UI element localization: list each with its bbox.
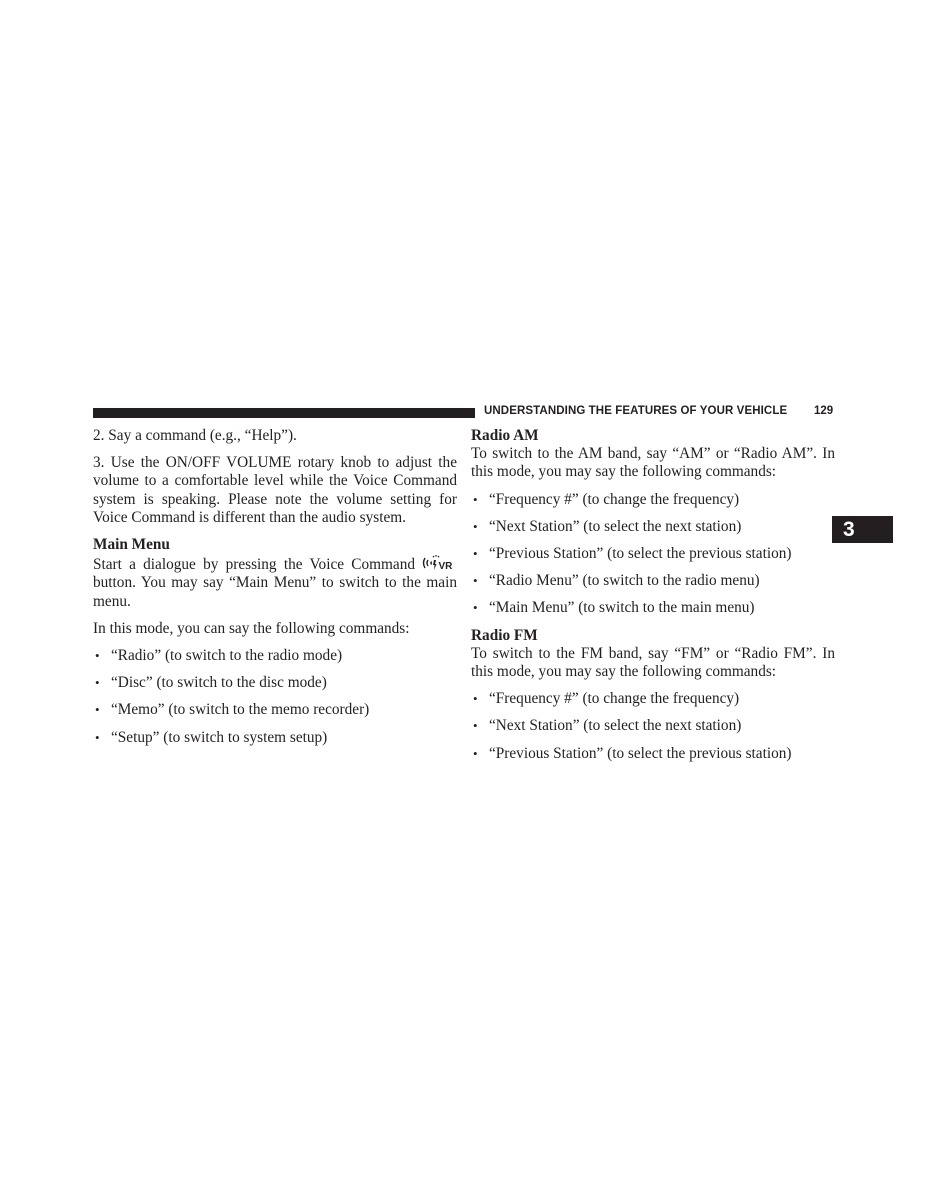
radio-fm-command-list: [471, 690, 835, 763]
list-item: • “Setup” (to switch to system setup): [95, 728, 328, 746]
step-2: 2. Say a command (e.g., “Help”).: [93, 427, 297, 444]
chapter-number: 3: [843, 518, 855, 541]
bullet-icon: •: [95, 675, 100, 691]
radio-fm-intro: To switch to the FM band, say “FM” or “Radio FM”. In this mode, you may say the following commands:: [471, 644, 835, 681]
section-title: UNDERSTANDING THE FEATURES OF YOUR VEHICLE: [484, 405, 788, 417]
list-item: • “Radio” (to switch to the radio mode): [95, 647, 343, 665]
bullet-icon: •: [473, 691, 478, 707]
main-menu-commands-intro: In this mode, you can say the following commands:: [93, 619, 410, 637]
list-item: • “Main Menu” (to switch to the main menu): [473, 599, 755, 617]
list-item: • “Previous Station” (to select the previous station): [473, 744, 792, 762]
list-item: • “Frequency #” (to change the frequency): [473, 690, 740, 708]
svg-text:VR: VR: [438, 561, 453, 573]
list-item: • “Disc” (to switch to the disc mode): [95, 674, 327, 692]
bullet-icon: •: [473, 573, 478, 589]
radio-fm-heading: Radio FM: [471, 626, 538, 644]
main-menu-command-list: [93, 647, 457, 747]
bullet-icon: •: [473, 718, 478, 734]
bullet-icon: •: [95, 729, 100, 745]
main-menu-intro-end: button. You may say “Main Menu” to switch to the main menu.: [93, 574, 457, 610]
bullet-icon: •: [473, 518, 478, 534]
list-item: • “Next Station” (to select the next station): [473, 717, 742, 735]
list-item: • “Memo” (to switch to the memo recorder): [95, 701, 370, 719]
bullet-icon: •: [473, 600, 478, 616]
radio-am-command-list: [471, 491, 835, 618]
list-item: • “Frequency #” (to change the frequency): [473, 490, 740, 508]
list-item: • “Radio Menu” (to switch to the radio menu): [473, 572, 760, 590]
page-number: 129: [814, 405, 834, 417]
left-column: [93, 427, 457, 756]
right-column: [471, 427, 835, 772]
bullet-icon: •: [95, 648, 100, 664]
header-rule: [93, 408, 475, 418]
step-3: 3. Use the ON/OFF VOLUME rotary knob to adjust the volume to a comfortable level while the Voice Command system is speaking. Please note the volume setting for Voice Command is different than the audio system.: [93, 454, 457, 526]
bullet-icon: •: [473, 491, 478, 507]
bullet-icon: •: [473, 745, 478, 761]
main-menu-intro: [93, 554, 457, 611]
main-menu-intro-start: Start a dialogue by pressing the Voice Command: [93, 556, 415, 574]
radio-am-intro: To switch to the AM band, say “AM” or “Radio AM”. In this mode, you may say the following commands:: [471, 445, 835, 481]
bullet-icon: •: [95, 702, 100, 718]
main-menu-heading: Main Menu: [93, 536, 170, 554]
list-item: • “Previous Station” (to select the previous station): [473, 545, 792, 563]
chapter-tab: [832, 516, 893, 543]
voice-command-vr-icon: [421, 554, 457, 572]
bullet-icon: •: [473, 546, 478, 562]
radio-am-heading: Radio AM: [471, 427, 539, 444]
list-item: • “Next Station” (to select the next station): [473, 517, 742, 535]
